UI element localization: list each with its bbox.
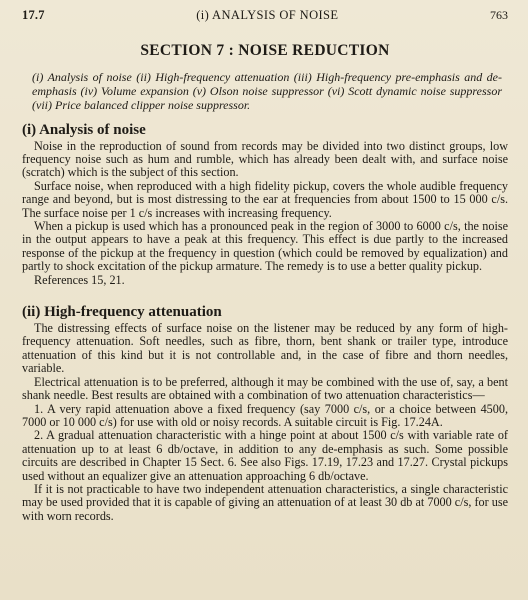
references: References 15, 21.: [34, 272, 125, 287]
heading-high-frequency-attenuation: (ii) High-frequency attenuation: [22, 304, 222, 321]
paragraph: Electrical attenuation is to be preferred, although it may be combined with the use of, say, a bent shank needle. Best results are obtained with a combination of two attenuation characteristics—: [22, 374, 508, 403]
paragraph: When a pickup is used which has a pronounced peak in the region of 3000 to 6000 c/s, the noise in the output appears to have a peak at this frequency. This effect is due partly to the increased response of the pickup at the frequency in question (which could be removed by equalization) and partly to shock excitation of the pickup armature. The remedy is to use a better quality pickup.: [22, 219, 508, 274]
list-item: 1. A very rapid attenuation above a fixed frequency (say 7000 c/s, or a choice between 4500, 7000 or 10 000 c/s) for use with old or noisy records. A suitable circuit is Fig. 17.24A.: [22, 401, 508, 429]
running-title: (i) ANALYSIS OF NOISE: [196, 8, 339, 22]
running-head: [22, 6, 508, 26]
paragraph: The distressing effects of surface noise on the listener may be reduced by any form of high-frequency attenuation. Soft needles, such as fibre, thorn, bent shank or trailer type, introduce attenuation of this kind but it is not controllable and, in the case of fibre and thorn needles, variable.: [22, 321, 508, 376]
page-number: 763: [489, 8, 508, 22]
list-item: 2. A gradual attenuation characteristic with a hinge point at about 1500 c/s with variable rate of attenuation up to at least 6 db/octave, in addition to any de-emphasis as such. Some possible circuits are described in Chapter 15 Sect. 6. See also Figs. 17.19, 17.23 and 17.27. Crystal pickups used without an equalizer give an attenuation approaching 6 db/octave.: [22, 428, 508, 483]
heading-analysis-of-noise: (i) Analysis of noise: [22, 121, 146, 138]
section-title: SECTION 7 : NOISE REDUCTION: [140, 42, 390, 59]
section-contents: (i) Analysis of noise (ii) High-frequency attenuation (iii) High-frequency pre-emphasis and de-emphasis (iv) Volume expansion (v) Olson noise suppressor (vi) Scott dynamic noise suppressor (vii) Price balanced clipper noise suppressor.: [32, 70, 502, 113]
section-number: 17.7: [22, 8, 45, 22]
paragraph: If it is not practicable to have two independent attenuation characteristics, a single characteristic may be used provided that it is capable of giving an attenuation of at least 30 db at 7000 c/s, for use with worn records.: [22, 481, 508, 523]
paragraph: Surface noise, when reproduced with a high fidelity pickup, covers the whole audible frequency range and beyond, but is most distressing to the ear at frequencies from about 1500 to 15 000 c/s. The surface noise per 1 c/s increases with increasing frequency.: [22, 178, 508, 220]
paragraph: Noise in the reproduction of sound from records may be divided into two distinct groups, low frequency noise such as hum and rumble, which has already been dealt with, and surface noise (scratch) which is the subject of this section.: [22, 138, 508, 180]
